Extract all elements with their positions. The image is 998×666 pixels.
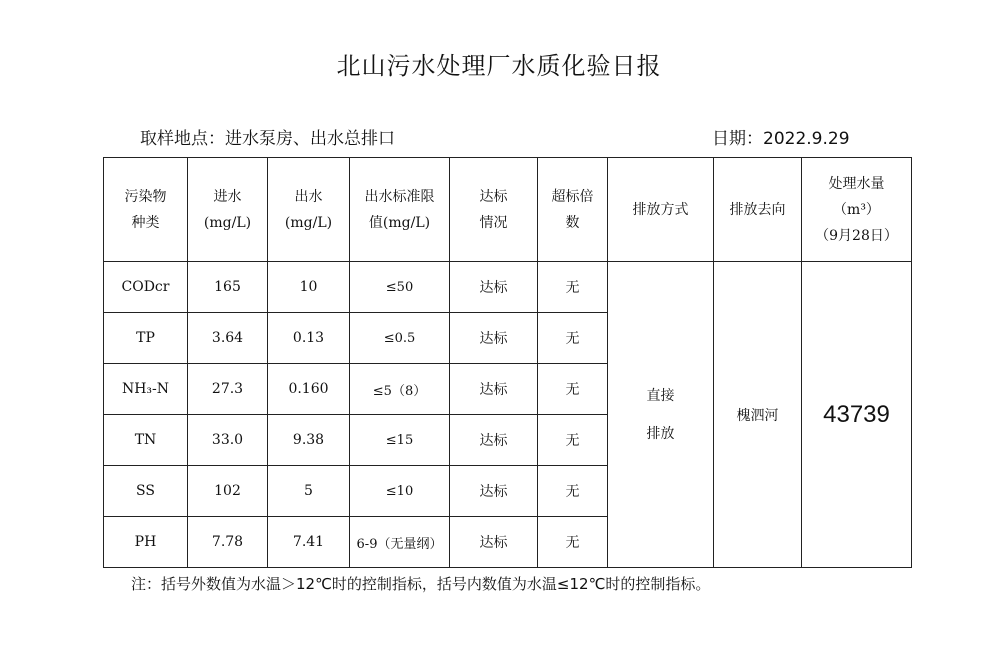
cell-limit: ≤10 — [350, 466, 450, 517]
cell-status: 达标 — [450, 364, 538, 415]
footnote: 注：括号外数值为水温＞12℃时的控制指标，括号内数值为水温≤12℃时的控制指标。 — [131, 575, 711, 593]
cell-status: 达标 — [450, 313, 538, 364]
report-title: 北山污水处理厂水质化验日报 — [336, 52, 662, 80]
cell-limit: 6-9（无量纲） — [350, 517, 450, 568]
cell-exceed: 无 — [538, 466, 608, 517]
cell-exceed: 无 — [538, 517, 608, 568]
cell-limit: ≤5（8） — [350, 364, 450, 415]
cell-status: 达标 — [450, 517, 538, 568]
cell-status: 达标 — [450, 415, 538, 466]
header-method: 排放方式 — [608, 158, 714, 262]
header-destination: 排放去向 — [714, 158, 802, 262]
cell-exceed: 无 — [538, 415, 608, 466]
cell-inflow: 102 — [188, 466, 268, 517]
cell-limit: ≤15 — [350, 415, 450, 466]
cell-inflow: 33.0 — [188, 415, 268, 466]
cell-pollutant: TP — [104, 313, 188, 364]
cell-pollutant: CODcr — [104, 262, 188, 313]
header-pollutant: 污染物 种类 — [104, 158, 188, 262]
cell-outflow: 9.38 — [268, 415, 350, 466]
treated-volume: 43739 — [802, 262, 912, 568]
header-status: 达标 情况 — [450, 158, 538, 262]
cell-inflow: 7.78 — [188, 517, 268, 568]
cell-pollutant: SS — [104, 466, 188, 517]
cell-outflow: 10 — [268, 262, 350, 313]
cell-status: 达标 — [450, 466, 538, 517]
discharge-destination: 槐泗河 — [714, 262, 802, 568]
cell-exceed: 无 — [538, 313, 608, 364]
water-quality-table — [103, 157, 912, 568]
header-inflow: 进水 (mg/L) — [188, 158, 268, 262]
cell-limit: ≤50 — [350, 262, 450, 313]
header-volume: 处理水量 （m³） （9月28日） — [802, 158, 912, 262]
cell-pollutant: TN — [104, 415, 188, 466]
cell-outflow: 0.13 — [268, 313, 350, 364]
table-row — [104, 262, 912, 313]
cell-outflow: 5 — [268, 466, 350, 517]
discharge-method: 直接 排放 — [608, 262, 714, 568]
header-outflow: 出水 (mg/L) — [268, 158, 350, 262]
cell-pollutant: NH₃-N — [104, 364, 188, 415]
cell-exceed: 无 — [538, 364, 608, 415]
cell-status: 达标 — [450, 262, 538, 313]
header-exceed: 超标倍 数 — [538, 158, 608, 262]
sample-location: 取样地点：进水泵房、出水总排口 — [140, 129, 395, 149]
cell-inflow: 3.64 — [188, 313, 268, 364]
header-row — [104, 158, 912, 262]
report-date: 日期：2022.9.29 — [712, 129, 850, 149]
cell-limit: ≤0.5 — [350, 313, 450, 364]
cell-exceed: 无 — [538, 262, 608, 313]
cell-inflow: 165 — [188, 262, 268, 313]
cell-inflow: 27.3 — [188, 364, 268, 415]
cell-outflow: 7.41 — [268, 517, 350, 568]
header-limit: 出水标准限 值(mg/L) — [350, 158, 450, 262]
cell-pollutant: PH — [104, 517, 188, 568]
cell-outflow: 0.160 — [268, 364, 350, 415]
